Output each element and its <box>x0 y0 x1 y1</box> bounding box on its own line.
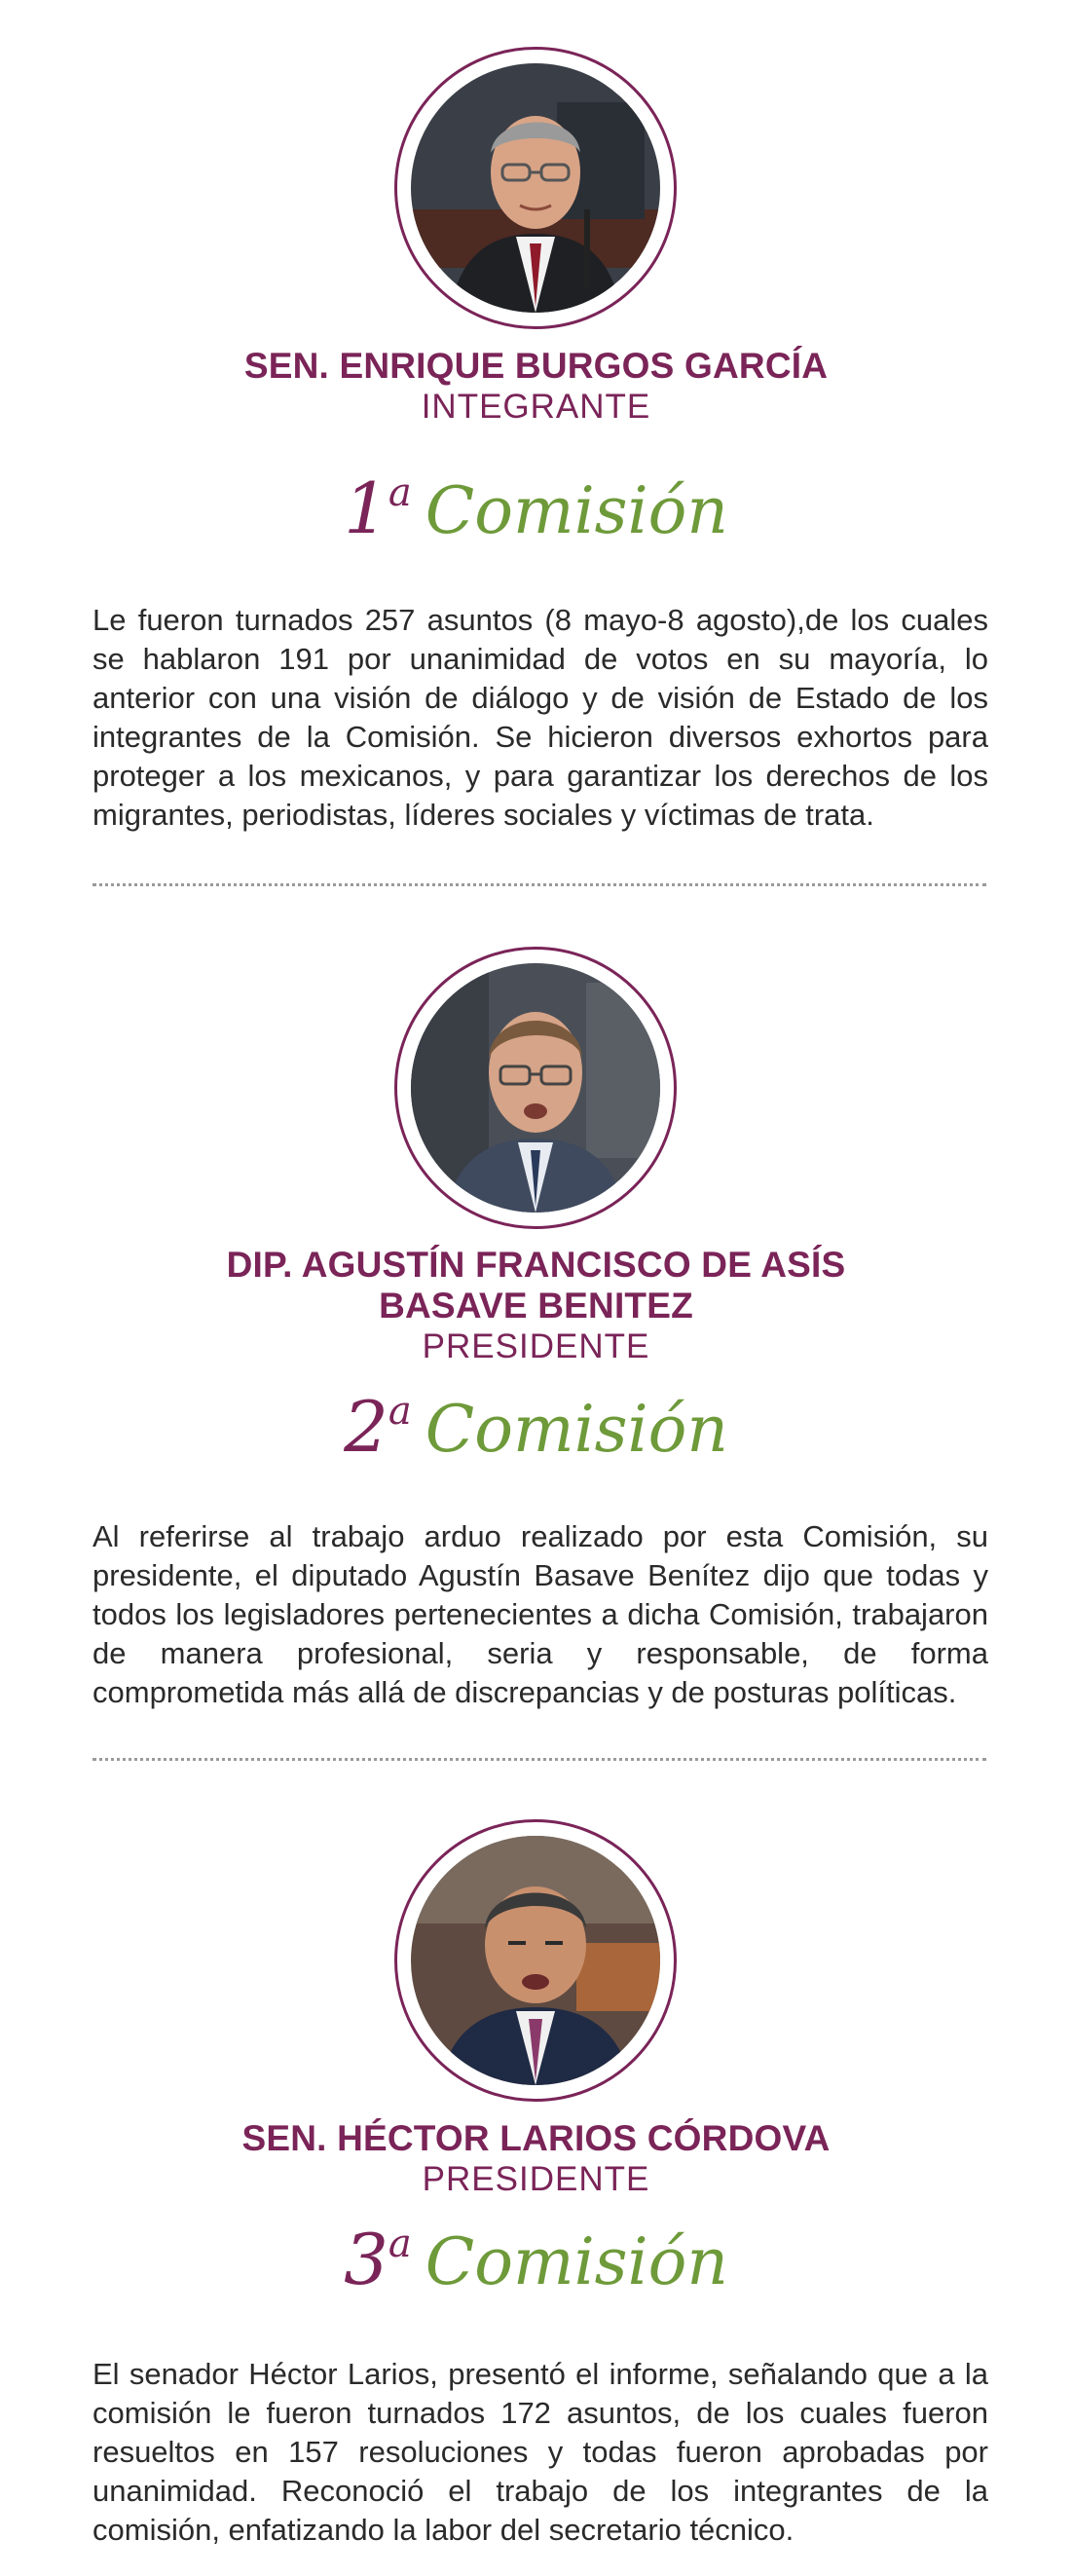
commission-suffix: a <box>388 2221 412 2266</box>
portrait-photo-larios <box>411 1836 660 2085</box>
section-divider <box>92 1758 986 1761</box>
commission-word: Comisión <box>425 1392 728 1467</box>
section-divider <box>92 883 986 886</box>
commission-text-2: Al referirse al trabajo arduo realizado por esta Comisión, su presidente, el diputado Agustín Basave Benítez dijo que todas y todos los legisladores pertenecientes a dicha Comisión, trabajaron de manera profesional, seria y responsable, de forma comprometida más allá de discrepancias y de posturas políticas. <box>92 1519 988 1709</box>
commission-text-3: El senador Héctor Larios, presentó el informe, señalando que a la comisión le fueron turnados 172 asuntos, de los cuales fueron resueltos en 157 resoluciones y todas fueron aprobadas por unanimidad. Reconoció el trabajo de los integrantes de la comisión, enfatizando la labor del secretario técnico. <box>92 2357 988 2547</box>
member-name-burgos: SEN. ENRIQUE BURGOS GARCÍA <box>243 346 829 386</box>
commission-heading-1 <box>0 467 1072 549</box>
portrait-frame-larios <box>394 1819 677 2102</box>
portrait-basave-image <box>411 963 660 1213</box>
commission-number: 1 <box>344 467 388 549</box>
commission-text-1: Le fueron turnados 257 asuntos (8 mayo-8 agosto),de los cuales se hablaron 191 por unanimidad de votos en su mayoría, lo anterior con una visión de diálogo y de visión de Estado de los integrantes de la Comisión. Se hicieron diversos exhortos para proteger a los mexicanos, y para garantizar los derechos de los migrantes, periodistas, líderes sociales y víctimas de trata. <box>92 603 988 832</box>
member-role-burgos: INTEGRANTE <box>421 388 651 426</box>
portrait-frame-basave <box>394 947 677 1229</box>
member-role-basave: PRESIDENTE <box>422 1327 650 1365</box>
commission-suffix: a <box>388 1389 412 1434</box>
portrait-larios-image <box>411 1836 660 2085</box>
portrait-photo-basave <box>411 963 660 1213</box>
member-name-basave-line1: DIP. AGUSTÍN FRANCISCO DE ASÍS <box>226 1245 846 1285</box>
commission-heading-2 <box>0 1386 1072 1468</box>
commission-suffix: a <box>388 470 412 515</box>
commission-heading-3 <box>0 2219 1072 2300</box>
member-role-larios: PRESIDENTE <box>422 2160 650 2198</box>
commission-word: Comisión <box>425 2224 728 2299</box>
commission-number: 2 <box>344 1386 388 1468</box>
commission-number: 3 <box>344 2219 388 2300</box>
commission-word: Comisión <box>425 473 728 548</box>
member-name-larios: SEN. HÉCTOR LARIOS CÓRDOVA <box>241 2118 831 2158</box>
member-name-basave-line2: BASAVE BENITEZ <box>379 1286 693 1325</box>
portrait-frame-burgos <box>394 47 677 329</box>
portrait-burgos-image <box>411 63 660 313</box>
portrait-photo-burgos <box>411 63 660 313</box>
